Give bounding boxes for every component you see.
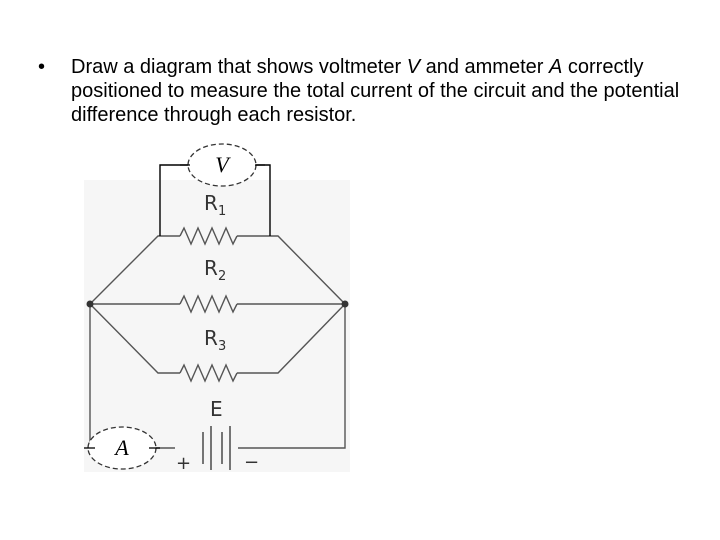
instruction-part: and ammeter <box>420 56 549 78</box>
instruction-part-a: A <box>548 56 563 78</box>
instruction-part: Draw a diagram that shows voltmeter <box>71 56 407 78</box>
ammeter-label: A <box>115 435 129 460</box>
left-junction <box>87 301 94 308</box>
r1-label-subscript: 1 <box>218 204 227 219</box>
r3-label-letter: R <box>204 326 218 350</box>
voltmeter-label: V <box>215 152 229 177</box>
right-junction <box>342 301 349 308</box>
r2-label-letter: R <box>204 256 218 280</box>
r1-label-letter: R <box>204 191 218 215</box>
r2-label-subscript: 2 <box>218 269 227 284</box>
instruction-part-v: V <box>406 56 421 78</box>
r3-label-subscript: 3 <box>218 339 227 354</box>
battery-plus-sign: + <box>176 453 192 474</box>
battery-minus-sign: − <box>244 452 260 473</box>
emf-label: E <box>210 397 223 421</box>
instruction-part: correctly positioned to measure the total current of the circuit and the potential difference through each resistor. <box>71 56 680 126</box>
bullet-marker: • <box>38 56 46 78</box>
